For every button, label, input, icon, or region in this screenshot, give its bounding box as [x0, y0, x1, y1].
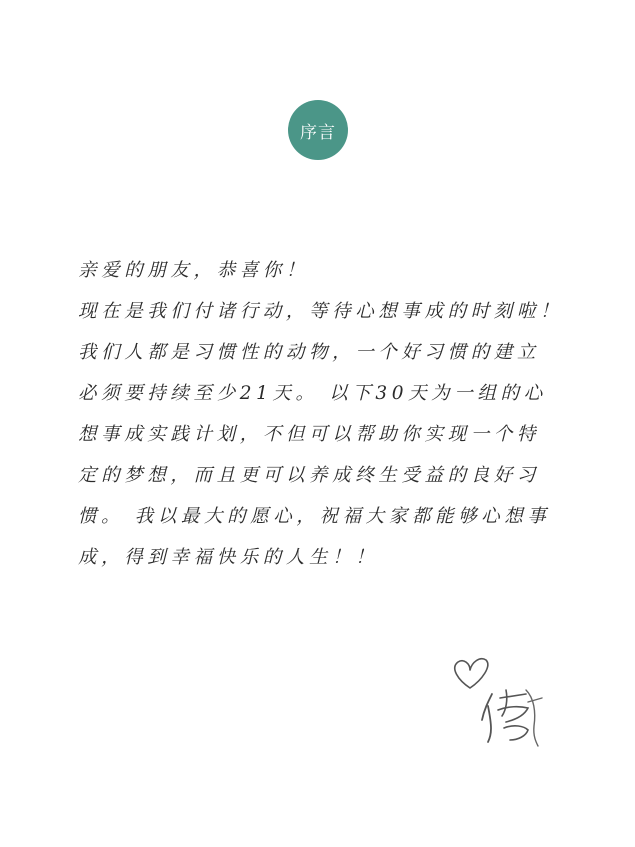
title-badge: [288, 100, 348, 160]
letter-line: 我们人都是习惯性的动物，一个好习惯的建立: [78, 342, 541, 363]
handwritten-letter: [78, 250, 578, 578]
letter-line: 现在是我们付诸行动，等待心想事成的时刻啦！: [78, 301, 564, 322]
letter-line: 必须要持续至少21天。 以下30天为一组的心: [78, 383, 547, 404]
letter-line: 亲爱的朋友，恭喜你！: [78, 260, 310, 281]
signature-heart-icon: [448, 650, 558, 750]
letter-line: 想事成实践计划，不但可以帮助你实现一个特: [78, 424, 541, 445]
letter-line: 成，得到幸福快乐的人生！！: [78, 547, 379, 568]
letter-line: 惯。 我以最大的愿心，祝福大家都能够心想事: [78, 506, 551, 527]
page-title: 序言: [300, 122, 336, 143]
letter-line: 定的梦想，而且更可以养成终生受益的良好习: [78, 465, 541, 486]
handwritten-signature: [448, 650, 558, 750]
